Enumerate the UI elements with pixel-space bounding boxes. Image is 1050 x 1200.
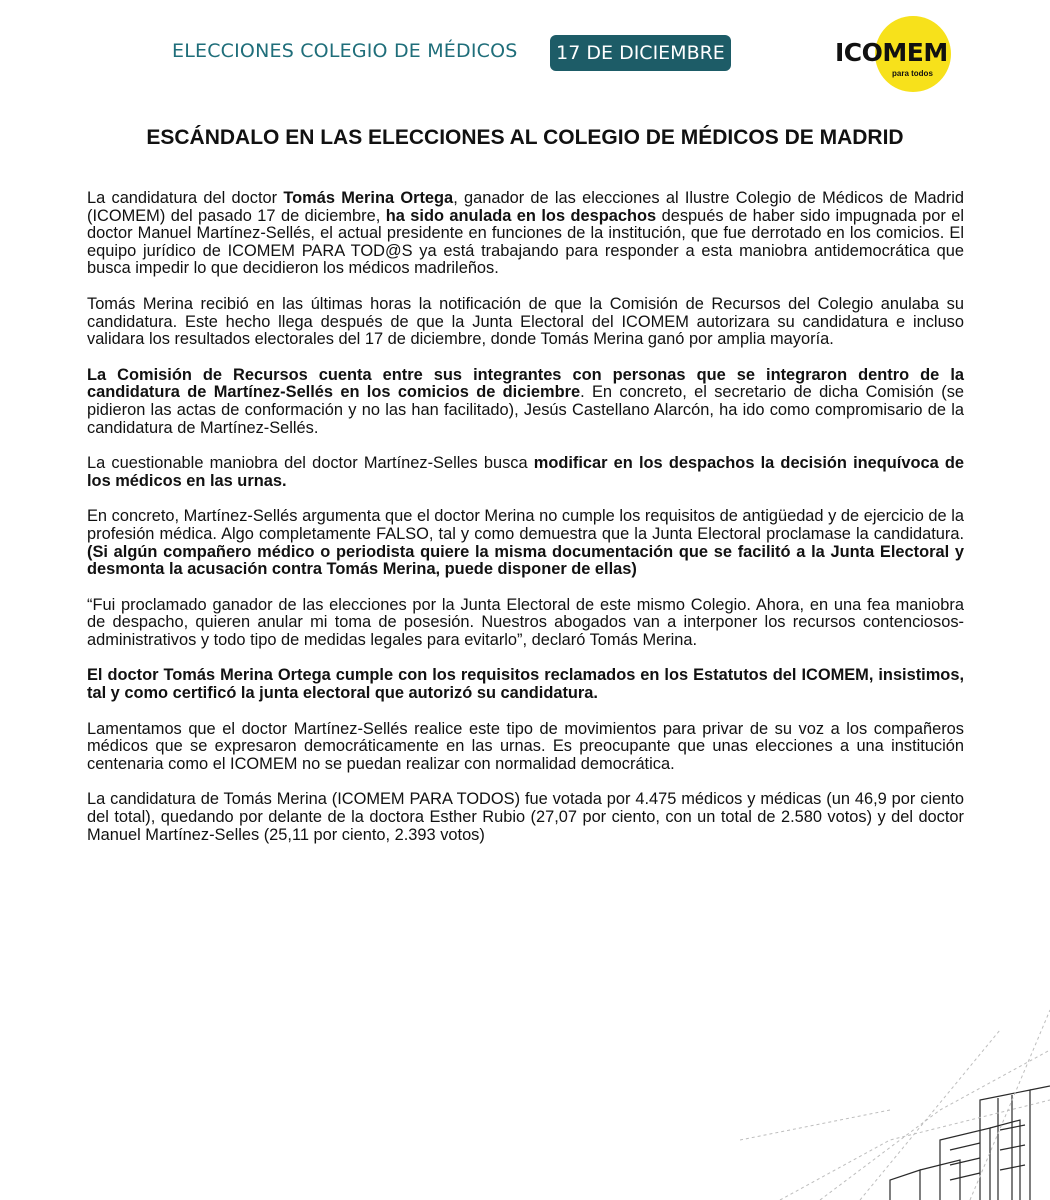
- building-line-art-decoration: [740, 990, 1050, 1200]
- paragraph-2: Tomás Merina recibió en las últimas horas la notificación de que la Comisión de Recursos del Colegio anulaba su candidatura. Este hecho llega después de que la Junta Electoral del ICOMEM autorizara su candidatura e incluso validara los resultados electorales del 17 de diciembre, donde Tomás Merina ganó por amplia mayoría.: [87, 294, 964, 349]
- icomem-logo: [830, 14, 955, 94]
- paragraph-7: El doctor Tomás Merina Ortega cumple con los requisitos reclamados en los Estatutos del ICOMEM, insistimos, tal y como certificó la junta electoral que autorizó su candidatura.: [87, 666, 964, 703]
- paragraph-6: “Fui proclamado ganador de las elecciones por la Junta Electoral de este mismo Colegio. Ahora, en una fea maniobra de despacho, quieren anular mi toma de posesión. Nuestros abogados van a interponer los recursos contenciosos-administrativos y todo tipo de medidas legales para evitarlo”, declaró Tomás Merina.: [87, 595, 964, 649]
- paragraph-4: La cuestionable maniobra del doctor Martínez-Selles busca modificar en los despachos la decisión inequívoca de los médicos en las urnas.: [87, 454, 964, 490]
- header-title: ELECCIONES COLEGIO DE MÉDICOS: [172, 40, 518, 62]
- logo-subtext: para todos: [892, 69, 933, 78]
- document-title: ESCÁNDALO EN LAS ELECCIONES AL COLEGIO DE MÉDICOS DE MADRID: [146, 126, 904, 149]
- paragraph-9: La candidatura de Tomás Merina (ICOMEM PARA TODOS) fue votada por 4.475 médicos y médicas (un 46,9 por ciento del total), quedando por delante de la doctora Esther Rubio (27,07 por ciento, con un total de 2.580 votos) y del doctor Manuel Martínez-Selles (25,11 por ciento, 2.393 votos): [87, 790, 964, 844]
- article-body: [87, 190, 964, 862]
- date-badge: 17 DE DICIEMBRE: [550, 35, 731, 71]
- paragraph-8: Lamentamos que el doctor Martínez-Sellés realice este tipo de movimientos para privar de su voz a los compañeros médicos que se expresaron democráticamente en las urnas. Es preocupante que unas elecciones a una institución centenaria como el ICOMEM no se puedan realizar con normalidad democrática.: [87, 719, 964, 773]
- paragraph-5: En concreto, Martínez-Sellés argumenta que el doctor Merina no cumple los requisitos de antigüedad y de ejercicio de la profesión médica. Algo completamente FALSO, tal y como demuestra que la Junta Electoral proclamase la candidatura. (Si algún compañero médico o periodista quiere la misma documentación que se facilitó a la Junta Electoral y desmonta la acusación contra Tomás Merina, puede disponer de ellas): [87, 507, 964, 579]
- logo-text: ICOMEM: [835, 38, 948, 67]
- paragraph-1: La candidatura del doctor Tomás Merina Ortega, ganador de las elecciones al Ilustre Colegio de Médicos de Madrid (ICOMEM) del pasado 17 de diciembre, ha sido anulada en los despachos después de haber sido impugnada por el doctor Manuel Martínez-Sellés, el actual presidente en funciones de la institución, que fue derrotado en los comicios. El equipo jurídico de ICOMEM PARA TOD@S ya está trabajando para responder a esta maniobra antidemocrática que busca impedir lo que decidieron los médicos madrileños.: [87, 189, 965, 278]
- paragraph-3: La Comisión de Recursos cuenta entre sus integrantes con personas que se integraron dentro de la candidatura de Martínez-Sellés en los comicios de diciembre. En concreto, el secretario de dicha Comisión (se pidieron las actas de conformación y no las han facilitado), Jesús Castellano Alarcón, ha ido como compromisario de la candidatura de Martínez-Sellés.: [87, 365, 965, 437]
